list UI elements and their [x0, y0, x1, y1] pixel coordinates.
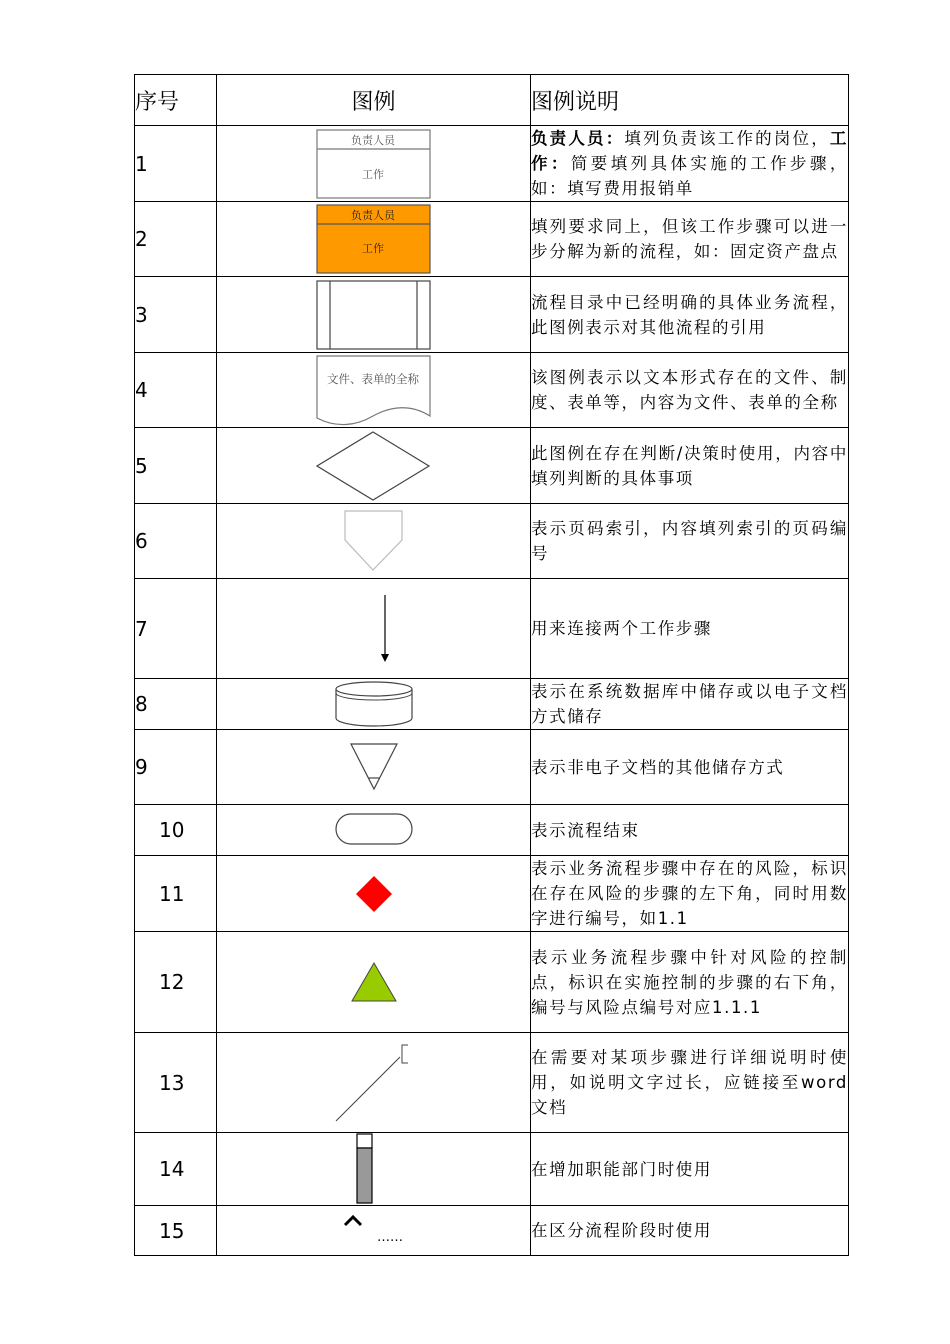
row-number: 13	[135, 1033, 217, 1133]
row-number: 10	[135, 805, 217, 856]
row-number: 3	[135, 277, 217, 353]
box-work-label: 工作	[361, 242, 384, 255]
row-description: 表示页码索引，内容填列索引的页码编号	[531, 504, 849, 579]
row-number: 15	[135, 1206, 217, 1256]
row-description: 表示在系统数据库中储存或以电子文档方式储存	[531, 679, 849, 730]
box-work-label: 工作	[361, 167, 384, 181]
database-icon	[334, 680, 414, 728]
box-role-label: 负责人员	[350, 209, 395, 222]
row-description: 填列要求同上，但该工作步骤可以进一步分解为新的流程，如：固定资产盘点	[531, 202, 849, 277]
row-description: 用来连接两个工作步骤	[531, 579, 849, 679]
header-desc: 图例说明	[531, 75, 849, 126]
row-description: 在增加职能部门时使用	[531, 1133, 849, 1206]
table-row	[135, 428, 849, 504]
page-reference-icon	[344, 510, 404, 572]
row-description: 此图例在存在判断/决策时使用，内容中填列判断的具体事项	[531, 428, 849, 504]
row-number: 12	[135, 932, 217, 1033]
subprocess-box-icon	[316, 203, 432, 275]
row-number: 1	[135, 126, 217, 202]
header-figure: 图例	[217, 75, 531, 126]
header-row	[135, 75, 849, 126]
decision-diamond-icon	[316, 430, 432, 502]
row-description	[531, 126, 849, 202]
table-row	[135, 932, 849, 1033]
row-number: 11	[135, 856, 217, 932]
desc-text-role: 填列负责该工作的岗位，	[624, 129, 830, 148]
table-row	[135, 579, 849, 679]
table-row	[135, 679, 849, 730]
control-triangle-icon	[350, 961, 398, 1003]
table-row	[135, 805, 849, 856]
table-row	[135, 126, 849, 202]
row-number: 9	[135, 730, 217, 805]
table-row	[135, 1033, 849, 1133]
row-description: 在需要对某项步骤进行详细说明时使用，如说明文字过长，应链接至word文档	[531, 1033, 849, 1133]
table-row	[135, 353, 849, 428]
row-description: 该图例表示以文本形式存在的文件、制度、表单等，内容为文件、表单的全称	[531, 353, 849, 428]
row-number: 14	[135, 1133, 217, 1206]
risk-diamond-icon	[354, 874, 394, 914]
row-number: 7	[135, 579, 217, 679]
legend-table	[134, 74, 849, 1256]
document-label: 文件、表单的全称	[326, 372, 419, 386]
connector-arrow-icon	[375, 594, 395, 664]
row-description: 流程目录中已经明确的具体业务流程，此图例表示对其他流程的引用	[531, 277, 849, 353]
table-row	[135, 856, 849, 932]
phase-separator-icon	[343, 1211, 423, 1251]
document-icon	[316, 354, 432, 426]
department-lane-icon	[355, 1133, 375, 1205]
desc-bold-role: 负责人员：	[531, 129, 625, 148]
phase-separator-label: ……	[377, 1229, 403, 1245]
table-row	[135, 504, 849, 579]
row-description: 表示非电子文档的其他储存方式	[531, 730, 849, 805]
header-seq: 序号	[135, 75, 217, 126]
predefined-process-icon	[316, 279, 432, 351]
row-number: 8	[135, 679, 217, 730]
row-description: 表示流程结束	[531, 805, 849, 856]
table-row	[135, 1206, 849, 1256]
table-row	[135, 277, 849, 353]
row-number: 4	[135, 353, 217, 428]
terminator-icon	[334, 810, 414, 850]
row-number: 2	[135, 202, 217, 277]
desc-bold-work: 工作：	[531, 129, 848, 173]
table-row	[135, 1133, 849, 1206]
table-row	[135, 202, 849, 277]
process-box-icon	[316, 128, 432, 200]
row-description: 表示业务流程步骤中针对风险的控制点，标识在实施控制的步骤的右下角，编号与风险点编号对应1.1.1	[531, 932, 849, 1033]
table-row	[135, 730, 849, 805]
row-description: 表示业务流程步骤中存在的风险，标识在存在风险的步骤的左下角，同时用数字进行编号，如1.1	[531, 856, 849, 932]
row-number: 5	[135, 428, 217, 504]
annotation-callout-icon	[334, 1041, 414, 1125]
row-description: 在区分流程阶段时使用	[531, 1206, 849, 1256]
row-number: 6	[135, 504, 217, 579]
offline-storage-icon	[349, 742, 399, 792]
desc-text-work: 简要填列具体实施的工作步骤，如：填写费用报销单	[531, 154, 848, 198]
box-role-label: 负责人员	[350, 133, 395, 147]
